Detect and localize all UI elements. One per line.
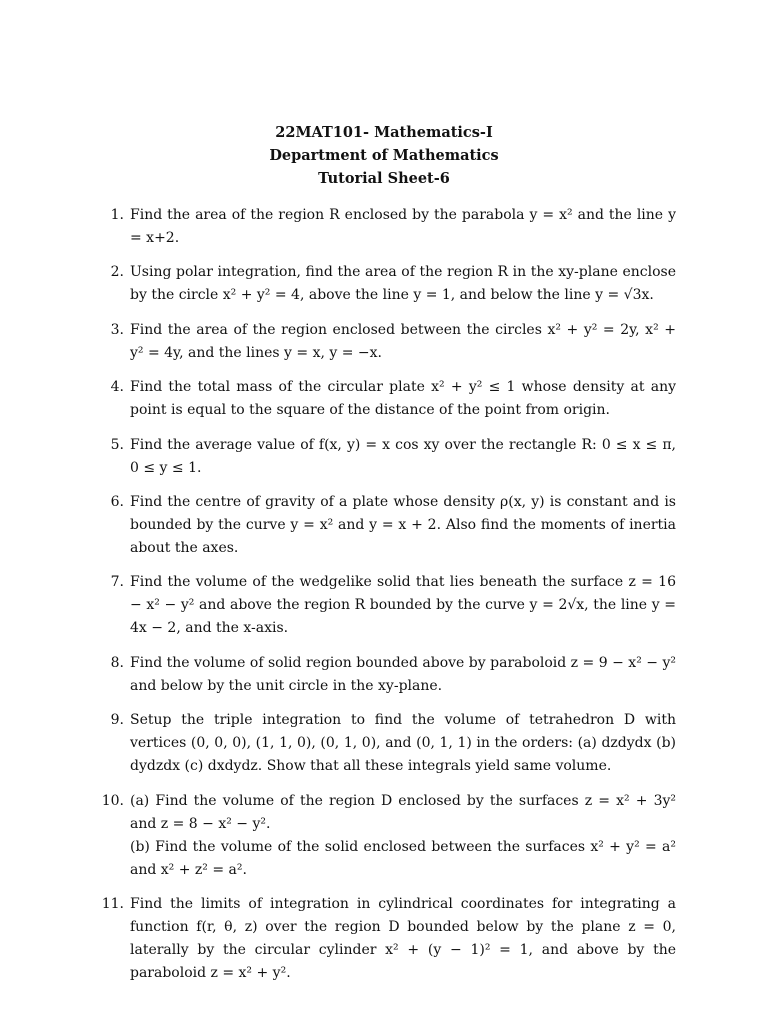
problem-item xyxy=(100,319,676,365)
problem-text: Find the volume of the wedgelike solid that lies beneath the surface z = 16 − x² − y² and above the region R bounded by the curve y = 2√x, the line y = 4x − 2, and the x-axis. xyxy=(130,574,676,637)
sheet-header xyxy=(0,121,768,190)
problem-text: Find the area of the region enclosed between the circles x² + y² = 2y, x² + y² = 4y, and the lines y = x, y = −x. xyxy=(130,321,676,361)
problem-item xyxy=(100,709,676,778)
problem-text: Find the limits of integration in cylindrical coordinates for integrating a function f(r, θ, z) over the region D bounded below by the plane z = 0, laterally by the circular cylinder x² + (y − 1)² = 1, and above by the paraboloid z = x² + y². xyxy=(130,895,676,981)
problem-number: 7. xyxy=(110,574,124,591)
problem-part-b: (b) Find the volume of the solid enclosed between the surfaces x² + y² = a² and x² + z² = a². xyxy=(130,838,676,878)
problem-text: Find the average value of f(x, y) = x cos xy over the rectangle R: 0 ≤ x ≤ π, 0 ≤ y ≤ 1. xyxy=(130,436,676,476)
problem-text: Setup the triple integration to find the volume of tetrahedron D with vertices (0, 0, 0), (1, 1, 0), (0, 1, 0), and (0, 1, 1) in the orders: (a) dzdydx (b) dydzdx (c) dxdydz. Show that all these integrals yield same volume. xyxy=(130,712,676,775)
problem-number: 2. xyxy=(110,264,124,281)
problem-number: 3. xyxy=(110,321,124,338)
problem-text xyxy=(130,790,676,882)
problem-item xyxy=(100,790,676,882)
problem-item xyxy=(100,434,676,480)
problem-item xyxy=(100,491,676,560)
problem-text: Find the volume of solid region bounded above by paraboloid z = 9 − x² − y² and below by the unit circle in the xy-plane. xyxy=(130,654,676,694)
problem-item xyxy=(100,261,676,307)
problem-item xyxy=(100,571,676,640)
problem-text: Using polar integration, find the area of the region R in the xy-plane enclose by the circle x² + y² = 4, above the line y = 1, and below the line y = √3x. xyxy=(130,264,676,304)
department-name: Department of Mathematics xyxy=(269,147,499,164)
problem-text: Find the total mass of the circular plate x² + y² ≤ 1 whose density at any point is equal to the square of the distance of the point from origin. xyxy=(130,379,676,419)
problem-number: 8. xyxy=(110,654,124,671)
problem-item xyxy=(100,376,676,422)
problem-number: 4. xyxy=(110,379,124,396)
problem-text: Find the area of the region R enclosed by the parabola y = x² and the line y = x+2. xyxy=(130,207,676,246)
problem-part-a: (a) Find the volume of the region D enclosed by the surfaces z = x² + 3y² and z = 8 − x² − y². xyxy=(130,792,676,832)
course-title: 22MAT101- Mathematics-I xyxy=(275,124,493,141)
problem-item xyxy=(100,204,676,250)
problem-number: 5. xyxy=(110,436,124,453)
problem-number: 1. xyxy=(110,207,124,223)
problem-number: 11. xyxy=(101,895,124,912)
problem-text: Find the centre of gravity of a plate whose density ρ(x, y) is constant and is bounded by the curve y = x² and y = x + 2. Also find the moments of inertia about the axes. xyxy=(130,493,676,556)
problem-number: 9. xyxy=(110,712,124,729)
problem-number: 6. xyxy=(110,493,124,510)
problem-list xyxy=(100,204,676,996)
sheet-title: Tutorial Sheet-6 xyxy=(318,170,450,187)
problem-item xyxy=(100,652,676,698)
problem-item xyxy=(100,893,676,985)
problem-number: 10. xyxy=(101,792,124,809)
